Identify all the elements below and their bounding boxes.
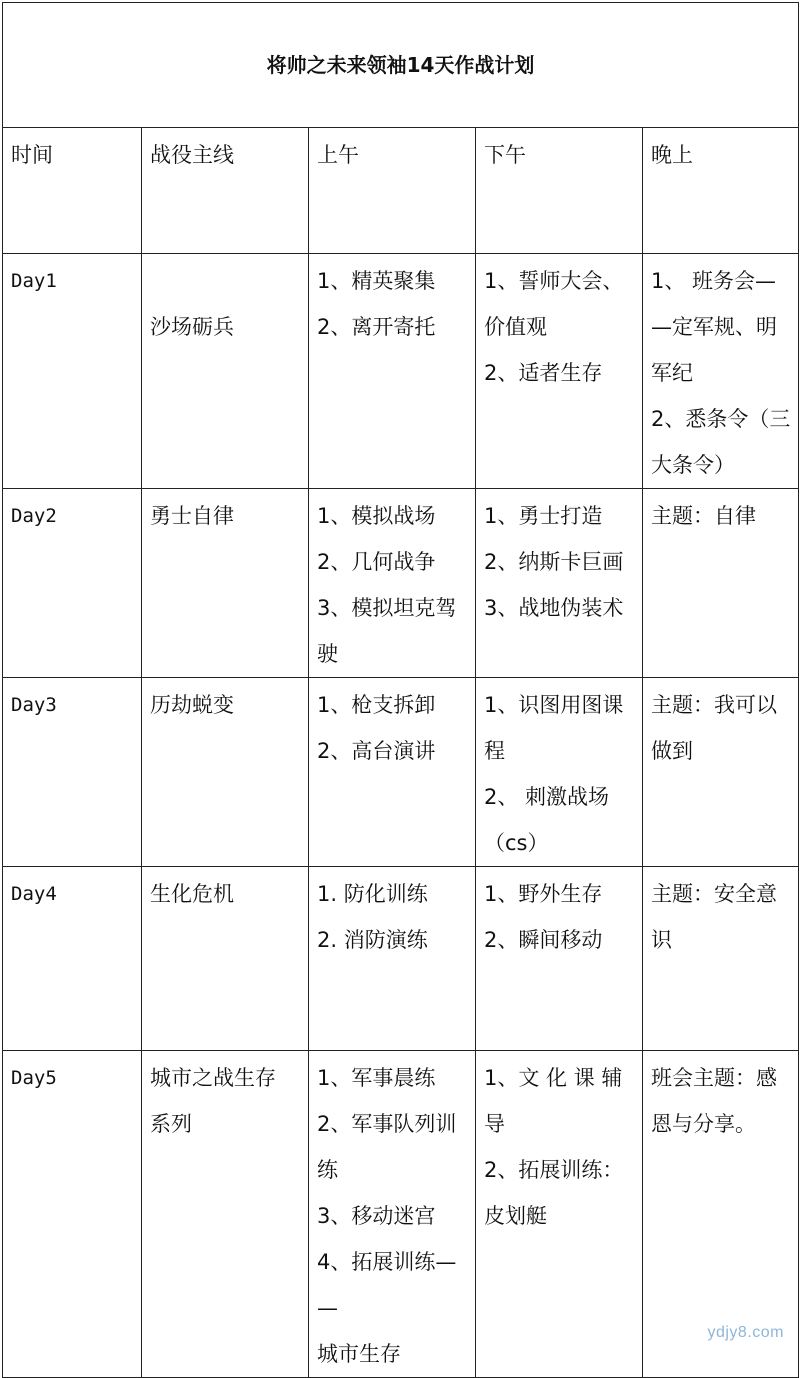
cell-afternoon — [476, 678, 643, 867]
cell-line: 4、拓展训练— — [317, 1250, 457, 1274]
table-row — [3, 867, 799, 1051]
header-time: 时间 — [3, 128, 142, 254]
table-row — [3, 1051, 799, 1378]
cell-line: 1、勇士打造 — [484, 504, 603, 528]
cell-line: 皮划艇 — [484, 1204, 547, 1228]
cell-theme — [142, 489, 309, 678]
cell-line: —定军规、明 — [651, 315, 777, 339]
cell-evening — [643, 489, 799, 678]
cell-time: Day4 — [3, 867, 142, 1051]
cell-line: 1、枪支拆卸 — [317, 693, 436, 717]
cell-line: 导 — [484, 1112, 505, 1136]
cell-line: （cs） — [484, 831, 549, 855]
cell-line: 做到 — [651, 739, 693, 763]
cell-line: 价值观 — [484, 315, 547, 339]
table-row — [3, 678, 799, 867]
cell-line: 系列 — [150, 1112, 192, 1136]
cell-line: 1. 防化训练 — [317, 882, 428, 906]
cell-morning — [309, 678, 476, 867]
cell-line: 2. 消防演练 — [317, 928, 428, 952]
cell-morning — [309, 489, 476, 678]
cell-line: 城市生存 — [317, 1342, 401, 1366]
header-evening: 晚上 — [643, 128, 799, 254]
cell-line: — — [317, 1296, 338, 1320]
cell-line: 1、精英聚集 — [317, 269, 436, 293]
cell-line: 2、纳斯卡巨画 — [484, 550, 624, 574]
cell-line: 2、离开寄托 — [317, 315, 436, 339]
cell-line: 历劫蜕变 — [150, 693, 234, 717]
cell-line: 城市之战生存 — [150, 1066, 276, 1090]
cell-line: 识 — [651, 928, 672, 952]
cell-theme — [142, 678, 309, 867]
cell-line: 3、战地伪装术 — [484, 596, 624, 620]
cell-line: 2、拓展训练： — [484, 1158, 624, 1182]
cell-morning — [309, 1051, 476, 1378]
cell-evening — [643, 678, 799, 867]
cell-line: 恩与分享。 — [651, 1112, 756, 1136]
cell-theme — [142, 1051, 309, 1378]
cell-afternoon — [476, 254, 643, 489]
cell-line: 2、 刺激战场 — [484, 785, 610, 809]
watermark: ydjy8.com — [707, 1324, 784, 1341]
header-morning: 上午 — [309, 128, 476, 254]
cell-line: 生化危机 — [150, 882, 234, 906]
header-row — [3, 128, 799, 254]
cell-time: Day1 — [3, 254, 142, 489]
cell-line: 程 — [484, 739, 505, 763]
cell-line: 2、适者生存 — [484, 361, 603, 385]
cell-line — [150, 258, 300, 304]
cell-time: Day2 — [3, 489, 142, 678]
cell-line: 2、悉条令（三 — [651, 407, 791, 431]
header-theme: 战役主线 — [142, 128, 309, 254]
table-row — [3, 254, 799, 489]
cell-line: 1、模拟战场 — [317, 504, 436, 528]
cell-afternoon — [476, 1051, 643, 1378]
cell-line: 主题：我可以 — [651, 693, 777, 717]
cell-line: 主题：自律 — [651, 504, 756, 528]
cell-line: 练 — [317, 1158, 338, 1182]
cell-morning — [309, 254, 476, 489]
cell-theme — [142, 867, 309, 1051]
cell-line: 3、移动迷宫 — [317, 1204, 436, 1228]
schedule-table — [2, 2, 799, 1378]
header-afternoon: 下午 — [476, 128, 643, 254]
cell-line: 1、野外生存 — [484, 882, 603, 906]
table-title: 将帅之未来领袖14天作战计划 — [3, 3, 799, 128]
cell-line: 1、誓师大会、 — [484, 269, 624, 293]
cell-line: 驶 — [317, 642, 338, 666]
cell-time: Day5 — [3, 1051, 142, 1378]
title-row — [3, 3, 799, 128]
cell-line: 1、 班务会— — [651, 269, 777, 293]
cell-line: 沙场砺兵 — [150, 315, 234, 339]
cell-evening — [643, 254, 799, 489]
cell-line: 班会主题：感 — [651, 1066, 777, 1090]
cell-line: 军纪 — [651, 361, 693, 385]
cell-morning — [309, 867, 476, 1051]
cell-line: 大条令） — [651, 453, 735, 477]
cell-time: Day3 — [3, 678, 142, 867]
cell-theme — [142, 254, 309, 489]
cell-line: 主题：安全意 — [651, 882, 777, 906]
cell-evening — [643, 867, 799, 1051]
cell-line: 1、识图用图课 — [484, 693, 624, 717]
cell-line: 勇士自律 — [150, 504, 234, 528]
cell-line: 1、军事晨练 — [317, 1066, 436, 1090]
cell-line: 2、瞬间移动 — [484, 928, 603, 952]
cell-afternoon — [476, 489, 643, 678]
cell-line: 3、模拟坦克驾 — [317, 596, 457, 620]
cell-line: 2、高台演讲 — [317, 739, 436, 763]
cell-line: 2、几何战争 — [317, 550, 436, 574]
cell-afternoon — [476, 867, 643, 1051]
table-row — [3, 489, 799, 678]
cell-line: 1、文 化 课 辅 — [484, 1066, 623, 1090]
cell-line: 2、军事队列训 — [317, 1112, 457, 1136]
